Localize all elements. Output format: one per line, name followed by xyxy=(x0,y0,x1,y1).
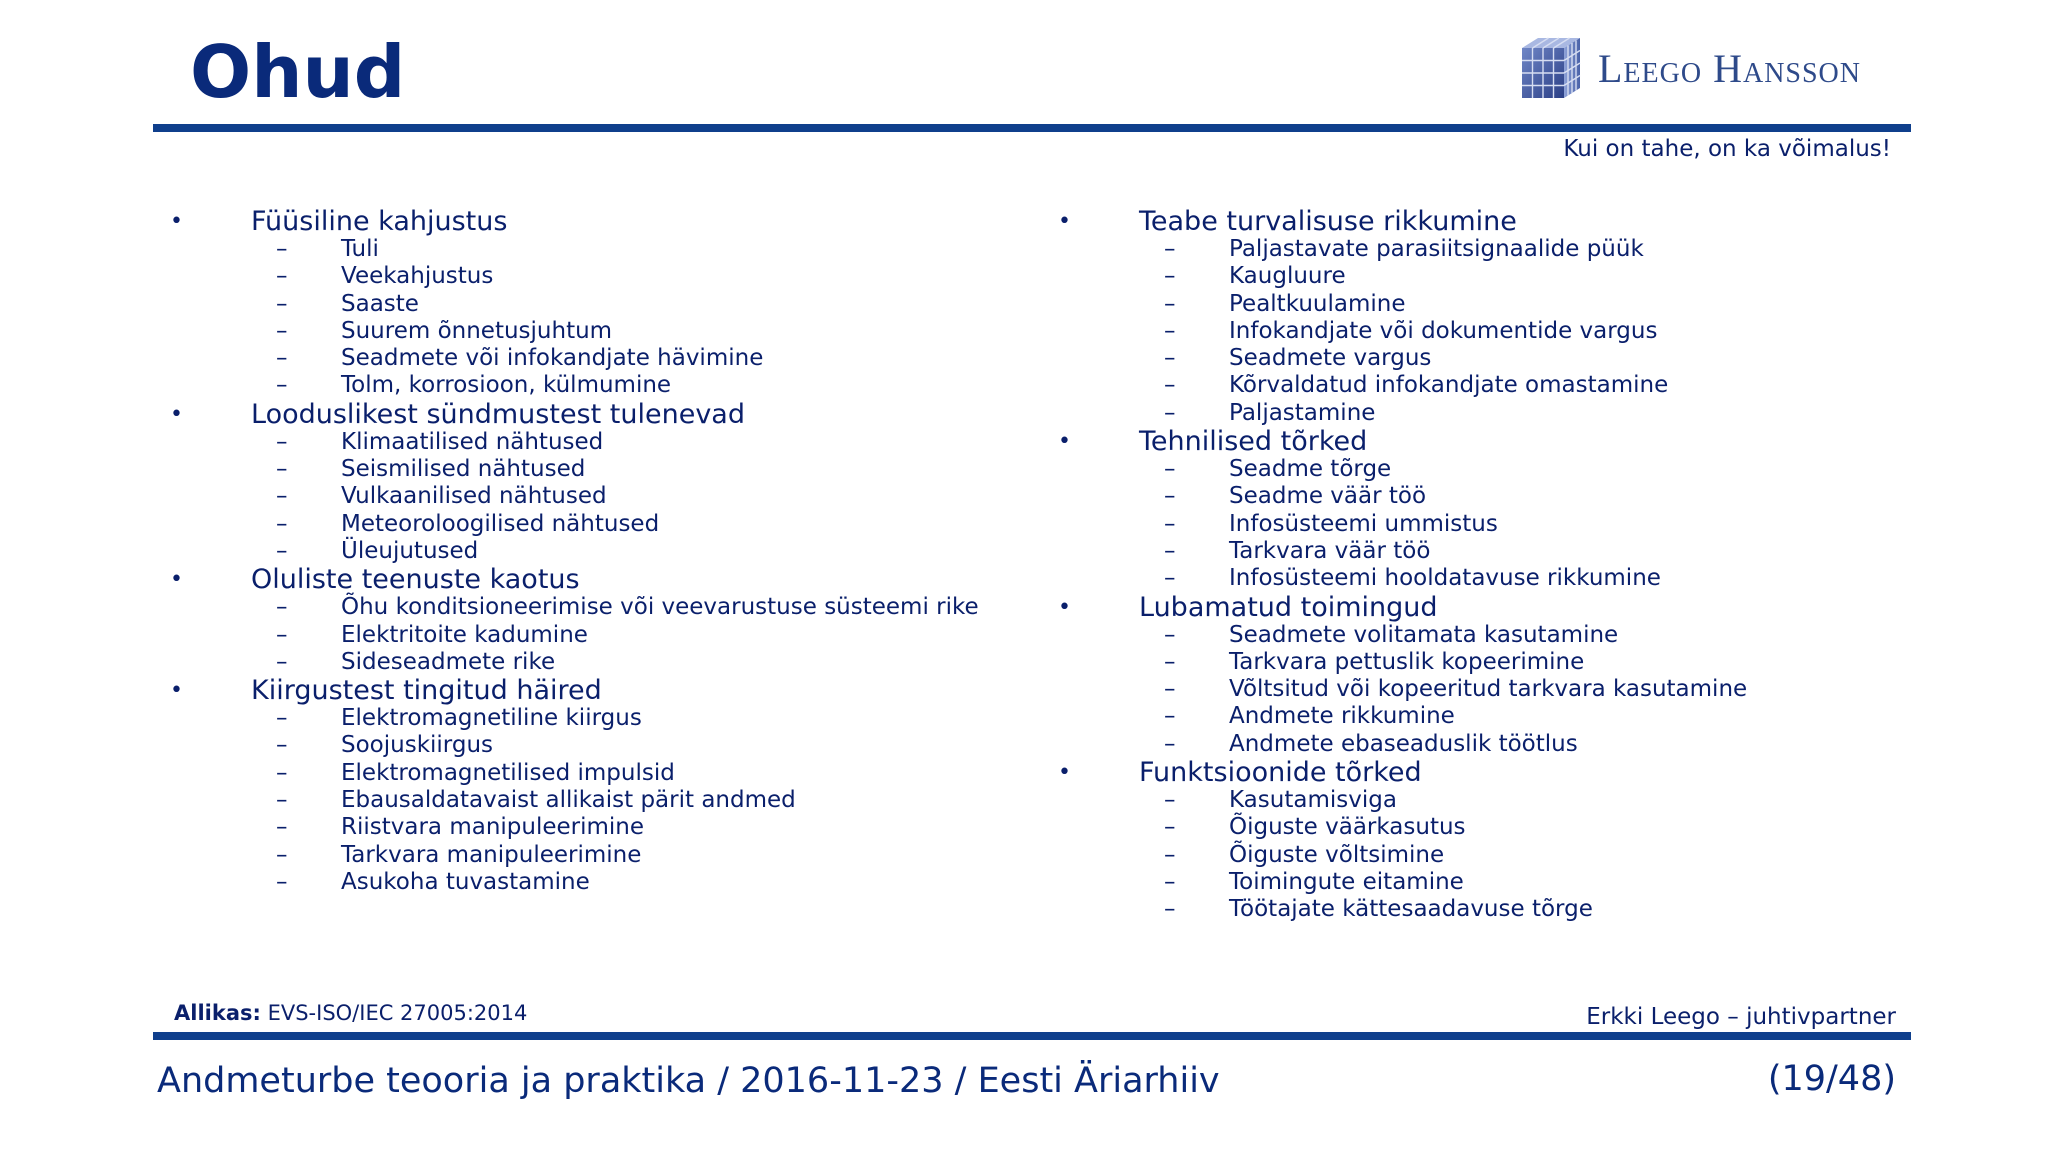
category-label: Kiirgustest tingitud häired xyxy=(251,675,602,707)
dash-icon: – xyxy=(1164,399,1176,426)
list-item-label: Andmete rikkumine xyxy=(1229,703,1455,730)
bullet-icon: • xyxy=(1058,760,1071,786)
list-item-label: Elektromagnetiline kiirgus xyxy=(341,705,642,732)
source-value: EVS-ISO/IEC 27005:2014 xyxy=(267,1001,528,1025)
footer-divider xyxy=(153,1032,1911,1040)
list-item-label: Elektritoite kadumine xyxy=(341,621,588,648)
list-item-label: Meteoroloogilised nähtused xyxy=(341,510,660,537)
bullet-icon: • xyxy=(1058,594,1071,620)
list-item-label: Paljastavate parasiitsignaalide püük xyxy=(1229,236,1644,262)
dash-icon: – xyxy=(276,345,288,372)
dash-icon: – xyxy=(1164,372,1176,399)
list-item-label: Paljastamine xyxy=(1229,399,1376,426)
category-label: Teabe turvalisuse rikkumine xyxy=(1139,206,1517,237)
dash-icon: – xyxy=(1164,676,1176,703)
list-item-label: Seadme väär töö xyxy=(1229,483,1427,510)
cube-grid-icon xyxy=(1516,36,1586,102)
dash-icon: – xyxy=(276,290,288,317)
list-item-label: Tarkvara manipuleerimine xyxy=(341,841,642,868)
list-item-label: Seismilised nähtused xyxy=(341,456,586,483)
list-item-label: Toimingute eitamine xyxy=(1229,868,1464,895)
list-item-label: Seadmete volitamata kasutamine xyxy=(1229,621,1619,648)
dash-icon: – xyxy=(1164,345,1176,372)
dash-icon: – xyxy=(276,428,288,455)
list-item-label: Kaugluure xyxy=(1229,263,1346,290)
dash-icon: – xyxy=(1164,456,1176,483)
dash-icon: – xyxy=(1164,510,1176,537)
dash-icon: – xyxy=(1164,868,1176,895)
list-item-label: Tarkvara väär töö xyxy=(1229,537,1431,564)
source-label: Allikas: xyxy=(174,1001,261,1025)
list-item-label: Soojuskiirgus xyxy=(341,732,494,759)
dash-icon: – xyxy=(276,456,288,483)
bullet-icon: • xyxy=(1058,429,1071,455)
list-item-label: Infokandjate või dokumentide vargus xyxy=(1229,317,1658,344)
list-item-label: Õiguste väärkasutus xyxy=(1229,814,1466,841)
dash-icon: – xyxy=(276,759,288,786)
dash-icon: – xyxy=(276,537,288,564)
list-item-label: Elektromagnetilised impulsid xyxy=(341,759,675,786)
dash-icon: – xyxy=(276,648,288,675)
list-item-label: Õiguste võltsimine xyxy=(1229,841,1445,868)
dash-icon: – xyxy=(276,732,288,759)
list-item-label: Asukoha tuvastamine xyxy=(341,868,590,895)
dash-icon: – xyxy=(276,868,288,895)
list-item-label: Seadme tõrge xyxy=(1229,456,1392,483)
company-logo xyxy=(1516,36,1861,102)
tagline: Kui on tahe, on ka võimalus! xyxy=(1563,136,1891,162)
dash-icon: – xyxy=(1164,317,1176,344)
list-item-label: Kasutamisviga xyxy=(1229,787,1397,814)
dash-icon: – xyxy=(1164,263,1176,290)
bullet-icon: • xyxy=(1058,209,1071,234)
list-item-label: Infosüsteemi hooldatavuse rikkumine xyxy=(1229,565,1661,592)
list-item-label: Seadmete või infokandjate hävimine xyxy=(341,345,764,372)
list-item-label: Veekahjustus xyxy=(341,263,494,290)
dash-icon: – xyxy=(276,705,288,732)
list-item-label: Riistvara manipuleerimine xyxy=(341,814,645,841)
dash-icon: – xyxy=(1164,648,1176,675)
list-item-label: Võltsitud või kopeeritud tarkvara kasutamine xyxy=(1229,676,1748,703)
list-item-label: Tolm, korrosioon, külmumine xyxy=(341,372,672,399)
list-item-label: Üleujutused xyxy=(341,537,479,564)
category-label: Tehnilised tõrked xyxy=(1139,426,1368,458)
list-item-label: Vulkaanilised nähtused xyxy=(341,483,607,510)
author-credit: Erkki Leego – juhtivpartner xyxy=(1586,1004,1896,1030)
dash-icon: – xyxy=(276,841,288,868)
category-label: Funktsioonide tõrked xyxy=(1139,757,1422,789)
dash-icon: – xyxy=(1164,730,1176,757)
bullet-icon: • xyxy=(170,678,183,704)
dash-icon: – xyxy=(276,621,288,648)
dash-icon: – xyxy=(1164,896,1176,923)
dash-icon: – xyxy=(276,483,288,510)
dash-icon: – xyxy=(1164,841,1176,868)
list-item-label: Andmete ebaseaduslik töötlus xyxy=(1229,730,1578,757)
dash-icon: – xyxy=(276,372,288,399)
list-item-label: Tuli xyxy=(341,236,379,262)
category-label: Oluliste teenuste kaotus xyxy=(251,564,580,596)
list-item-label: Infosüsteemi ummistus xyxy=(1229,510,1498,537)
category-label: Füüsiline kahjustus xyxy=(251,206,508,237)
dash-icon: – xyxy=(1164,703,1176,730)
dash-icon: – xyxy=(276,787,288,814)
page-title: Ohud xyxy=(190,30,406,114)
dash-icon: – xyxy=(276,317,288,344)
bullet-icon: • xyxy=(170,567,183,593)
list-item-label: Seadmete vargus xyxy=(1229,345,1432,372)
source-citation xyxy=(174,999,527,1027)
header-divider xyxy=(153,124,1911,132)
footer-presentation-title: Andmeturbe teooria ja praktika / 2016-11-23 / Eesti Äriarhiiv xyxy=(157,1061,1220,1101)
dash-icon: – xyxy=(1164,236,1176,262)
list-item-label: Saaste xyxy=(341,290,419,317)
list-item-label: Õhu konditsioneerimise või veevarustuse süsteemi rike xyxy=(341,594,979,621)
dash-icon: – xyxy=(276,594,288,621)
list-item-label: Pealtkuulamine xyxy=(1229,290,1406,317)
dash-icon: – xyxy=(1164,483,1176,510)
list-item-label: Sideseadmete rike xyxy=(341,648,556,675)
dash-icon: – xyxy=(276,814,288,841)
company-logo-text: Leego Hansson xyxy=(1598,46,1861,91)
dash-icon: – xyxy=(1164,814,1176,841)
list-item-label: Ebausaldatavaist allikaist pärit andmed xyxy=(341,787,796,814)
list-item-label: Klimaatilised nähtused xyxy=(341,428,604,455)
bullet-icon: • xyxy=(170,401,183,427)
dash-icon: – xyxy=(1164,787,1176,814)
list-item-label: Kõrvaldatud infokandjate omastamine xyxy=(1229,372,1669,399)
dash-icon: – xyxy=(276,236,288,262)
dash-icon: – xyxy=(1164,565,1176,592)
page-number: (19/48) xyxy=(1767,1059,1896,1099)
category-label: Looduslikest sündmustest tulenevad xyxy=(251,398,745,430)
list-item-label: Suurem õnnetusjuhtum xyxy=(341,317,613,344)
list-item-label: Töötajate kättesaadavuse tõrge xyxy=(1229,896,1593,923)
dash-icon: – xyxy=(276,510,288,537)
category-label: Lubamatud toimingud xyxy=(1139,591,1438,623)
list-item-label: Tarkvara pettuslik kopeerimine xyxy=(1229,648,1585,675)
dash-icon: – xyxy=(1164,290,1176,317)
bullet-icon: • xyxy=(170,209,183,234)
dash-icon: – xyxy=(1164,537,1176,564)
dash-icon: – xyxy=(276,263,288,290)
dash-icon: – xyxy=(1164,621,1176,648)
